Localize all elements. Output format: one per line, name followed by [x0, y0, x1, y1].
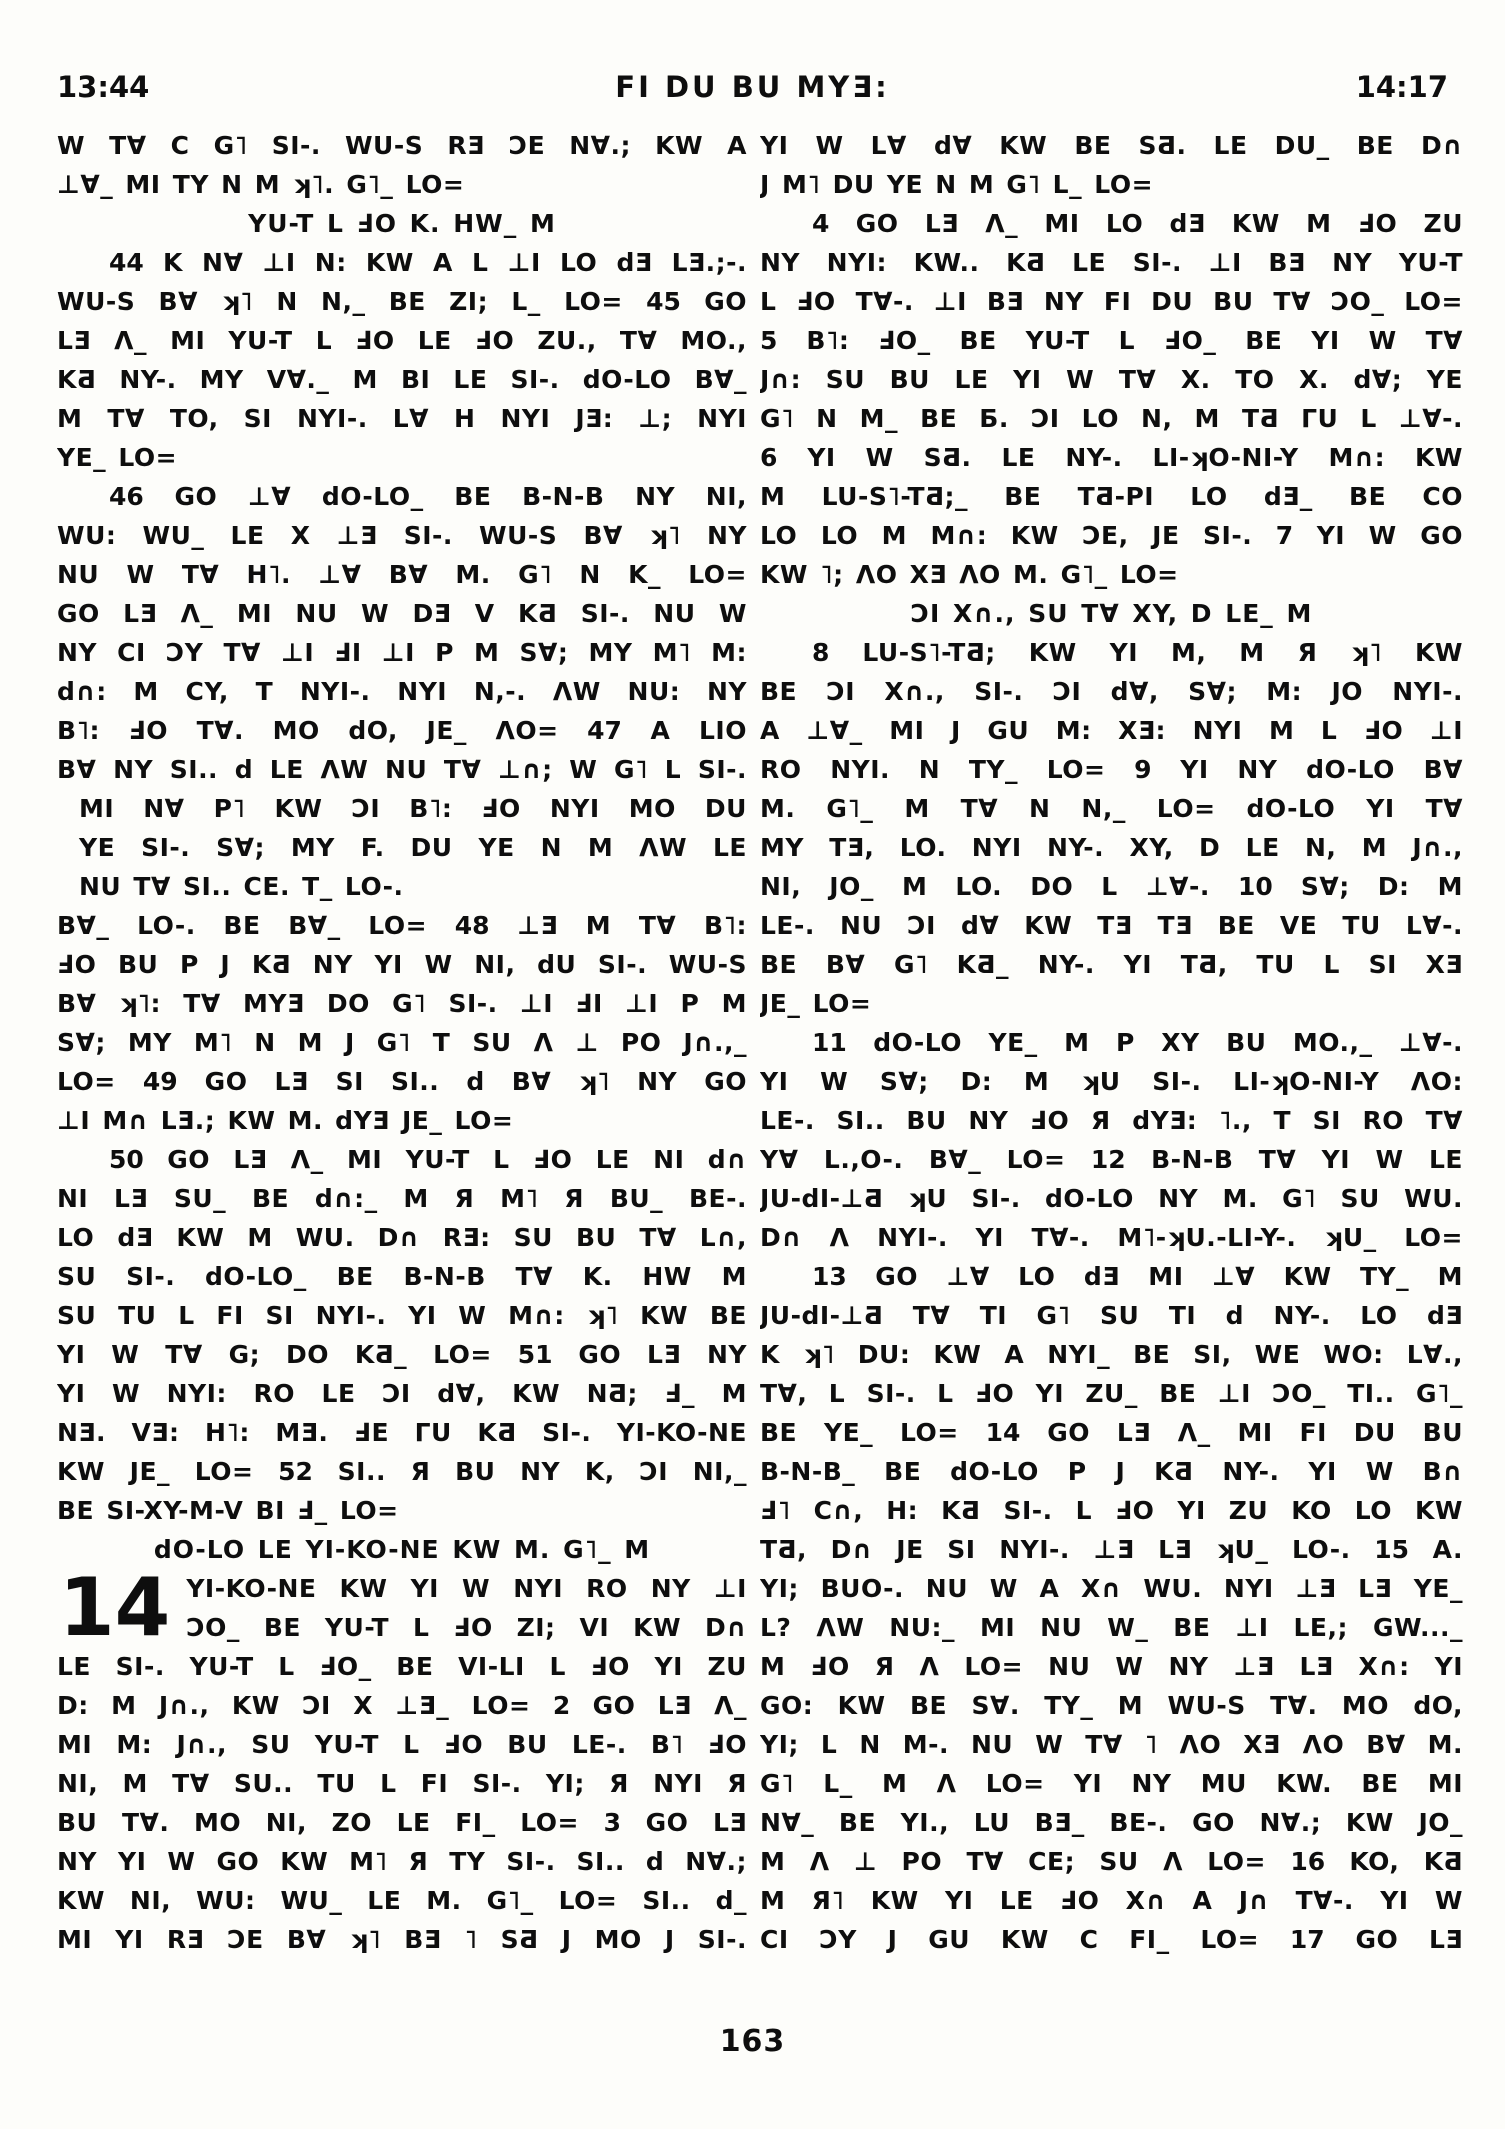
text-line: B-N-B_ BE dO-LO P J KƋ NY-. YI W B∩ — [760, 1457, 1463, 1486]
page-header — [57, 70, 1448, 110]
text-line: ƆO_ BE YU-T L ℲO ZI; VI KW D∩ — [186, 1613, 747, 1642]
verse-number: 17 — [1289, 1925, 1325, 1954]
page-number-footer: 163 — [719, 2024, 786, 2059]
verse-number: 6 — [760, 443, 778, 472]
verse-number: 44 — [109, 248, 144, 277]
text-line: RO NYI. N TY_ LO= 9 YI NY dO-LO B∀ — [760, 755, 1463, 784]
text-column-left — [57, 126, 747, 1959]
text-line: JU-dI-⊥Ƌ ʞU SI-. dO-LO NY M. G˥ SU WU. — [760, 1184, 1463, 1213]
verse-number: 46 — [109, 482, 144, 511]
text-line: MI N∀ P˥ KW ƆI B˥: ℲO NYI MO DU — [79, 794, 747, 823]
text-line: BE YE_ LO= 14 GO LƎ Λ_ MI FI DU BU — [760, 1418, 1463, 1447]
text-line: LE-. SI.. BU NY ℲO Я dYƎ: ˥., T SI RO T∀ — [760, 1106, 1463, 1135]
text-line: N∀_ BE YI., LU BƎ_ BE-. GO N∀.; KW JO_ — [760, 1808, 1463, 1837]
text-line: ⊥∀_ MI TY N M ʞ˥. G˥_ LO= — [57, 170, 465, 199]
text-line: 5 B˥: ℲO_ BE YU-T L ℲO_ BE YI W T∀ — [760, 326, 1463, 355]
text-line: MI YI RƎ ƆE B∀ ʞ˥ BƎ ˥ SƋ J MO J SI-. — [57, 1925, 747, 1954]
text-line: M ℲO Я Λ LO= NU W NY ⊥Ǝ LƎ X∩: YI — [760, 1652, 1463, 1681]
text-line: NY YI W GO KW M˥ Я TY SI-. SI.. d N∀.; — [57, 1847, 747, 1876]
verse-number: 16 — [1290, 1847, 1326, 1876]
text-line: JE_ LO= — [760, 989, 872, 1018]
text-line: W T∀ C G˥ SI-. WU-S RƎ ƆE N∀.; KW A — [57, 131, 747, 160]
verse-number: 45 — [646, 287, 681, 316]
chapter-block — [57, 1569, 747, 1647]
text-line: D: M J∩., KW ƆI X ⊥Ǝ_ LO= 2 GO LƎ Λ_ — [57, 1691, 747, 1720]
text-line: YE_ LO= — [57, 443, 178, 472]
verse-number: 12 — [1090, 1145, 1126, 1174]
text-line: YI W NYI: RO LE ƆI d∀, KW NƋ; Ⅎ_ M — [57, 1379, 747, 1408]
text-line: K ʞ˥ DU: KW A NYI_ BE SI, WE WO: L∀., — [760, 1340, 1463, 1369]
text-line: NƎ. VƎ: H˥: MƎ. ℲE ΓU KƋ SI-. YI-KO-NE — [57, 1418, 747, 1447]
text-line: MI M: J∩., SU YU-T L ℲO BU LE-. B˥ ℲO — [57, 1730, 747, 1759]
text-line: NY CI ƆY T∀ ⊥I ℲI ⊥I P M S∀; MY M˥ M: — [57, 638, 747, 667]
text-line: 6 YI W SƋ. LE NY-. LI-ʞO-NI-Y M∩: KW — [760, 443, 1463, 472]
text-line: YI W T∀ G; DO KƋ_ LO= 51 GO LƎ NY — [57, 1340, 747, 1369]
text-line: GO: KW BE S∀. TY_ M WU-S T∀. MO dO, — [760, 1691, 1463, 1720]
text-line: JU-dI-⊥Ƌ T∀ TI G˥ SU TI d NY-. LO dƎ — [760, 1301, 1463, 1330]
text-line: 4 GO LƎ Λ_ MI LO dƎ KW M ℲO ZU — [812, 209, 1463, 238]
text-line: NI, M T∀ SU.. TU L FI SI-. YI; Я NYI Я — [57, 1769, 747, 1798]
text-line: MY TƎ, LO. NYI NY-. XY, D LE N, M J∩., — [760, 833, 1463, 862]
text-line: LO dƎ KW M WU. D∩ RƎ: SU BU T∀ L∩, — [57, 1223, 747, 1252]
text-line: B∀_ LO-. BE B∀_ LO= 48 ⊥Ǝ M T∀ B˥: — [57, 911, 747, 940]
text-line: YI; L N M-. NU W T∀ ˥ ΛO XƎ ΛO B∀ M. — [760, 1730, 1463, 1759]
text-line: ℲO BU P J KƋ NY YI W NI, dU SI-. WU-S — [57, 950, 747, 979]
text-line: M LU-S˥-TƋ;_ BE TƋ-PI LO dƎ_ BE CO — [760, 482, 1463, 511]
chapter-first-lines — [186, 1569, 747, 1647]
text-line: 46 GO ⊥∀ dO-LO_ BE B-N-B NY NI, — [109, 482, 747, 511]
text-line: 11 dO-LO YE_ M P XY BU MO.,_ ⊥∀-. — [812, 1028, 1463, 1057]
text-line: NI, JO_ M LO. DO L ⊥∀-. 10 S∀; D: M — [760, 872, 1463, 901]
text-line: KW NI, WU: WU_ LE M. G˥_ LO= SI.. d_ — [57, 1886, 747, 1915]
section-heading: YU-T L ℲO K. HW_ M — [248, 209, 556, 238]
verse-number: 11 — [812, 1028, 847, 1057]
verse-number: 7 — [1275, 521, 1294, 550]
text-line: NU W T∀ H˥. ⊥∀ B∀ M. G˥ N K_ LO= — [57, 560, 747, 589]
text-line: J∩: SU BU LE YI W T∀ X. TO X. d∀; YE — [760, 365, 1463, 394]
verse-number: 10 — [1237, 872, 1273, 901]
text-line: B∀ ʞ˥: T∀ MYƎ DO G˥ SI-. ⊥I ℲI ⊥I P M — [57, 989, 747, 1018]
verse-number: 13 — [812, 1262, 847, 1291]
text-line: YI-KO-NE KW YI W NYI RO NY ⊥I — [186, 1574, 747, 1603]
text-line: M. G˥_ M T∀ N N,_ LO= dO-LO YI T∀ — [760, 794, 1463, 823]
text-line: M T∀ TO, SI NYI-. L∀ H NYI JƎ: ⊥; NYI — [57, 404, 747, 433]
chapter-number: 14 — [59, 1569, 171, 1647]
text-line: NU T∀ SI.. CE. T_ LO-. — [79, 872, 404, 901]
text-line: L ℲO T∀-. ⊥I BƎ NY FI DU BU T∀ ƆO_ LO= — [760, 287, 1463, 316]
verse-number: 8 — [812, 638, 830, 667]
text-line: NI LƎ SU_ BE d∩:_ M Я M˥ Я BU_ BE-. — [57, 1184, 747, 1213]
text-line: B∀ NY SI.. d LE ΛW NU T∀ ⊥∩; W G˥ L SI-. — [57, 755, 747, 784]
text-line: GO LƎ Λ_ MI NU W DƎ V KƋ SI-. NU W — [57, 599, 747, 628]
verse-number: 15 — [1374, 1535, 1410, 1564]
text-line: YI W L∀ d∀ KW BE SƋ. LE DU_ BE D∩ — [760, 131, 1463, 160]
text-line: 8 LU-S˥-TƋ; KW YI M, M Я ʞ˥ KW — [812, 638, 1463, 667]
text-line: BU T∀. MO NI, ZO LE FI_ LO= 3 GO LƎ — [57, 1808, 747, 1837]
text-line: S∀; MY M˥ N M J G˥ T SU Λ ⊥ PO J∩.,_ — [57, 1028, 747, 1057]
text-line: SU SI-. dO-LO_ BE B-N-B T∀ K. HW M — [57, 1262, 747, 1291]
text-line: SU TU L FI SI NYI-. YI W M∩: ʞ˥ KW BE — [57, 1301, 747, 1330]
page-title: FI DU BU MYƎ: — [615, 70, 890, 104]
text-line: Y∀ L.,O-. B∀_ LO= 12 B-N-B T∀ YI W LE — [760, 1145, 1463, 1174]
text-line: NY NYI: KW.. KƋ LE SI-. ⊥I BƎ NY YU-T — [760, 248, 1463, 277]
text-line: J M˥ DU YE N M G˥ L_ LO= — [760, 170, 1154, 199]
text-line: A ⊥∀_ MI J GU M: XƎ: NYI M L ℲO ⊥I — [760, 716, 1463, 745]
text-line: TƋ, D∩ JE SI NYI-. ⊥Ǝ LƎ ʞU_ LO-. 15 A. — [760, 1535, 1463, 1564]
text-line: Ⅎ˥ C∩, H: KƋ SI-. L ℲO YI ZU KO LO KW — [760, 1496, 1463, 1525]
text-line: BE B∀ G˥ KƋ_ NY-. YI TƋ, TU L SI XƎ — [760, 950, 1463, 979]
text-line: LO LO M M∩: KW ƆE, JE SI-. 7 YI W GO — [760, 521, 1463, 550]
text-line: B˥: ℲO T∀. MO dO, JE_ ΛO= 47 A LIO — [57, 716, 747, 745]
verse-number: 3 — [603, 1808, 621, 1837]
text-line: G˥ N M_ BE Ƃ. ƆI LO N, M TƋ ΓU L ⊥∀-. — [760, 404, 1463, 433]
text-line: d∩: M CY, T NYI-. NYI N,-. ΛW NU: NY — [57, 677, 747, 706]
verse-number: 47 — [587, 716, 622, 745]
verse-number: 2 — [552, 1691, 571, 1720]
text-column-right — [760, 126, 1463, 1959]
text-line: LƎ Λ_ MI YU-T L ℲO LE ℲO ZU., T∀ MO., — [57, 326, 747, 355]
text-line: M Я˥ KW YI LE ℲO X∩ A J∩ T∀-. YI W — [760, 1886, 1463, 1915]
text-line: 44 K N∀ ⊥I N: KW A L ⊥I LO dƎ LƎ.;-. — [109, 248, 747, 277]
text-line: ⊥I M∩ LƎ.; KW M. dYƎ JE_ LO= — [57, 1106, 514, 1135]
verse-range-left: 13:44 — [57, 70, 150, 104]
verse-number: 9 — [1134, 755, 1152, 784]
verse-number: 14 — [985, 1418, 1021, 1447]
text-line: KW ˥; ΛO XƎ ΛO M. G˥_ LO= — [760, 560, 1179, 589]
text-line: WU: WU_ LE X ⊥Ǝ SI-. WU-S B∀ ʞ˥ NY — [57, 521, 747, 550]
text-line: YI; BUO-. NU W A X∩ WU. NYI ⊥Ǝ LƎ YE_ — [760, 1574, 1463, 1603]
section-heading: dO-LO LE YI-KO-NE KW M. G˥_ M — [153, 1535, 651, 1564]
verse-number: 52 — [278, 1457, 313, 1486]
text-line: YI W S∀; D: M ʞU SI-. LI-ʞO-NI-Y ΛO: — [760, 1067, 1463, 1096]
text-line: LO= 49 GO LƎ SI SI.. d B∀ ʞ˥ NY GO — [57, 1067, 747, 1096]
verse-number: 48 — [454, 911, 490, 940]
text-line: D∩ Λ NYI-. YI T∀-. M˥-ʞU.-LI-Y-. ʞU_ LO= — [760, 1223, 1463, 1252]
text-line: LE SI-. YU-T L ℲO_ BE VI-LI L ℲO YI ZU — [57, 1652, 747, 1681]
verse-number: 4 — [812, 209, 830, 238]
text-line: KW JE_ LO= 52 SI.. Я BU NY K, ƆI NI,_ — [57, 1457, 747, 1486]
text-line: BE ƆI X∩., SI-. ƆI d∀, S∀; M: JO NYI-. — [760, 677, 1463, 706]
text-line: BE SI-XY-M-V BI Ⅎ_ LO= — [57, 1496, 399, 1525]
verse-number: 5 — [760, 326, 778, 355]
text-line: CI ƆY J GU KW C FI_ LO= 17 GO LƎ — [760, 1925, 1463, 1954]
text-line: M Λ ⊥ PO T∀ CE; SU Λ LO= 16 KO, KƋ — [760, 1847, 1463, 1876]
verse-range-right: 14:17 — [1355, 70, 1448, 104]
text-line: 13 GO ⊥∀ LO dƎ MI ⊥∀ KW TY_ M — [812, 1262, 1463, 1291]
text-line: YE SI-. S∀; MY F. DU YE N M ΛW LE — [79, 833, 747, 862]
text-line: LE-. NU ƆI d∀ KW TƎ TƎ BE VE TU L∀-. — [760, 911, 1463, 940]
verse-number: 51 — [517, 1340, 553, 1369]
verse-number: 49 — [142, 1067, 178, 1096]
section-heading: ƆI X∩., SU T∀ XY, D LE_ M — [910, 599, 1313, 628]
text-line: 50 GO LƎ Λ_ MI YU-T L ℲO LE NI d∩ — [109, 1145, 747, 1174]
text-line: L? ΛW NU:_ MI NU W_ BE ⊥I LE,; GW..._ — [760, 1613, 1463, 1642]
verse-number: 50 — [109, 1145, 144, 1174]
text-line: KƋ NY-. MY V∀._ M BI LE SI-. dO-LO B∀_ — [57, 365, 747, 394]
text-line: T∀, L SI-. L ℲO YI ZU_ BE ⊥I ƆO_ TI.. G˥_ — [760, 1379, 1463, 1408]
text-line: WU-S B∀ ʞ˥ N N,_ BE ZI; L_ LO= 45 GO — [57, 287, 747, 316]
text-line: G˥ L_ M Λ LO= YI NY MU KW. BE MI — [760, 1769, 1463, 1798]
